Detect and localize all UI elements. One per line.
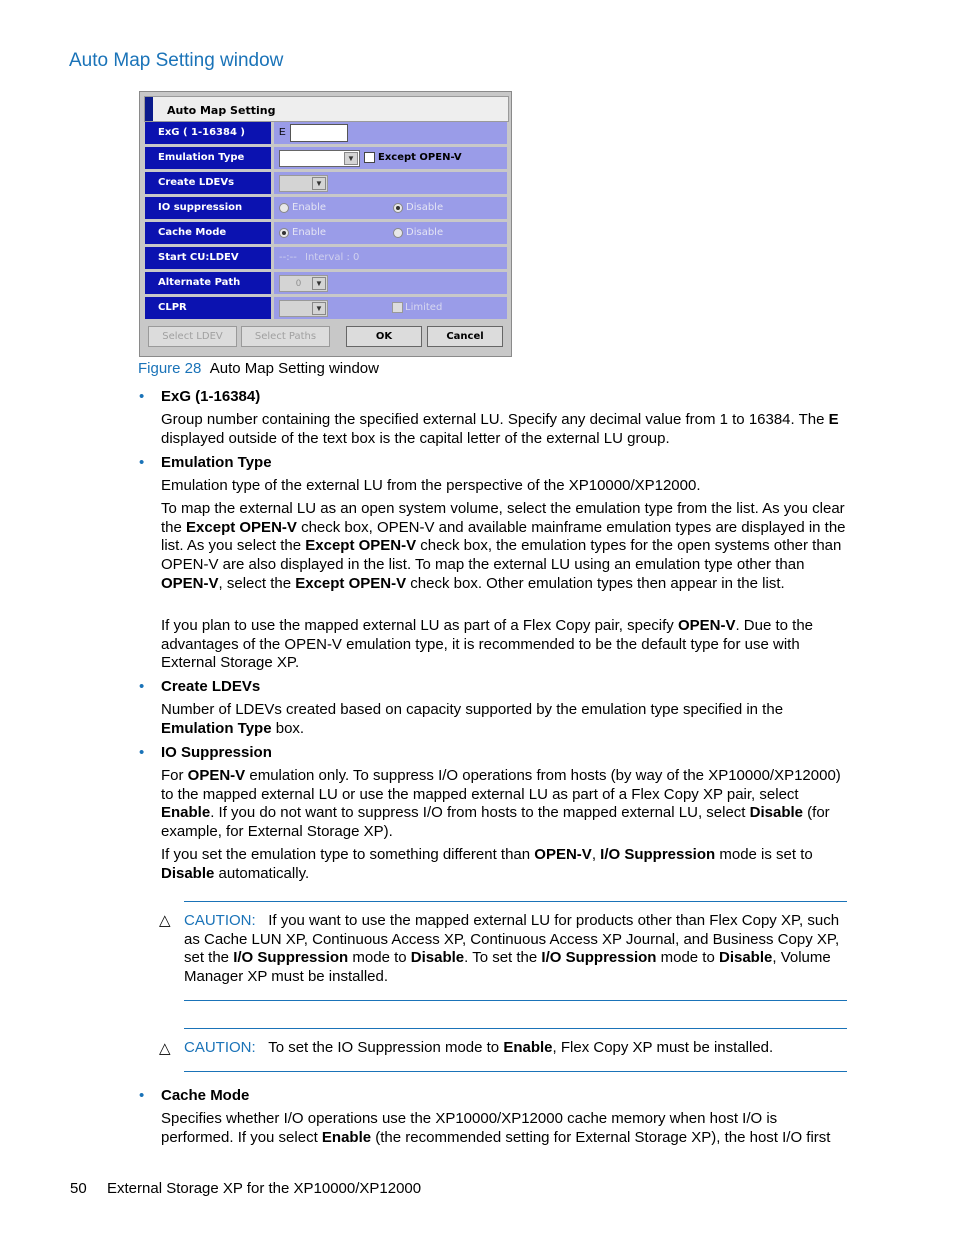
row-alternate-path — [145, 272, 507, 294]
chevron-down-icon[interactable]: ▼ — [312, 177, 326, 190]
emulation-type-select[interactable] — [279, 150, 360, 167]
page-number: 50 — [70, 1180, 87, 1197]
io-suppression-value-area — [274, 197, 507, 219]
cache-mode-paragraph: Specifies whether I/O operations use the XP10000/XP12000 cache memory when host I/O is performed. If you select Enable (the recommended setting for External Storage XP), the host I/O first — [161, 1110, 831, 1146]
start-cu-ldev-value: --:-- — [279, 252, 297, 263]
io-enable-radio[interactable] — [279, 203, 289, 213]
exg-description: Group number containing the specified external LU. Specify any decimal value from 1 to 16384. The E displayed outside of the text box is the capital letter of the external LU group. — [161, 411, 839, 447]
io-enable-label: Enable — [292, 202, 327, 213]
alternate-path-label: Alternate Path — [145, 272, 271, 294]
alternate-path-value-area — [274, 272, 507, 294]
cache-disable-radio[interactable] — [393, 228, 403, 238]
caution-note-1: CAUTION: If you want to use the mapped external LU for products other than Flex Copy XP, such as Cache LUN XP, Continuous Access XP, Continuous Access XP Journal, and Business Copy XP, set the I/O Suppression mode to Disable. To set the I/O Suppression mode to Disable, Volume Manager XP must be installed. — [184, 912, 840, 986]
window-title-bar — [144, 96, 509, 122]
select-ldev-button[interactable]: Select LDEV — [148, 326, 237, 347]
bullet-icon: • — [139, 744, 145, 761]
io-suppression-term: IO Suppression — [161, 744, 272, 761]
bullet-icon: • — [139, 388, 145, 405]
ok-button[interactable]: OK — [346, 326, 422, 347]
row-clpr — [145, 297, 507, 319]
create-ldevs-term: Create LDEVs — [161, 678, 261, 695]
caution-note-2: CAUTION: To set the IO Suppression mode to Enable, Flex Copy XP must be installed. — [184, 1039, 774, 1056]
clpr-select[interactable] — [279, 300, 328, 317]
io-suppression-label: IO suppression — [145, 197, 271, 219]
figure-caption — [138, 360, 379, 377]
clpr-value-area — [274, 297, 507, 319]
title-accent-bar — [145, 97, 153, 121]
exg-prefix: E — [279, 127, 286, 138]
cache-mode-term: Cache Mode — [161, 1087, 250, 1104]
emulation-type-paragraph-2: To map the external LU as an open system volume, select the emulation type from the list. As you clear the Except OPEN-V check box, OPEN-V and available mainframe emulation types are displayed in the list. As you select the Except OPEN-V check box, the emulation types for the open systems other than OPEN-V are also displayed in the list. To map the external LU using an emulation type other than OPEN-V, select the Except OPEN-V check box. Other emulation types then appear in the list. — [161, 500, 846, 592]
row-exg — [145, 122, 507, 144]
row-io-suppression — [145, 197, 507, 219]
create-ldevs-value-area — [274, 172, 507, 194]
caution-divider — [184, 901, 847, 902]
exg-label: ExG ( 1-16384 ) — [145, 122, 271, 144]
figure-caption-text: Auto Map Setting window — [209, 360, 379, 377]
chevron-down-icon[interactable]: ▼ — [312, 302, 326, 315]
limited-checkbox[interactable] — [392, 302, 403, 313]
caution-divider — [184, 1000, 847, 1001]
except-openv-checkbox[interactable] — [364, 152, 375, 163]
window-title: Auto Map Setting — [167, 104, 276, 117]
start-cu-ldev-value-area — [274, 247, 507, 269]
create-ldevs-label: Create LDEVs — [145, 172, 271, 194]
emulation-type-value-area — [274, 147, 507, 169]
clpr-label: CLPR — [145, 297, 271, 319]
chevron-down-icon[interactable]: ▼ — [312, 277, 326, 290]
caution-divider — [184, 1028, 847, 1029]
cache-mode-label: Cache Mode — [145, 222, 271, 244]
emulation-type-paragraph-3: If you plan to use the mapped external LU as part of a Flex Copy pair, specify OPEN-V. Due to the advantages of the OPEN-V emulation type, it is recommended to be the default type for use with External Storage XP. — [161, 617, 814, 672]
exg-input[interactable] — [290, 124, 348, 142]
io-suppression-paragraph-2: If you set the emulation type to something different than OPEN-V, I/O Suppression mode is set to Disable automatically. — [161, 846, 813, 882]
cache-enable-radio[interactable] — [279, 228, 289, 238]
bullet-icon: • — [139, 678, 145, 695]
row-start-cu-ldev — [145, 247, 507, 269]
except-openv-label: Except OPEN-V — [378, 152, 462, 163]
select-paths-button[interactable]: Select Paths — [241, 326, 330, 347]
footer-title: External Storage XP for the XP10000/XP12000 — [107, 1180, 422, 1197]
io-disable-label: Disable — [406, 202, 444, 213]
io-disable-radio[interactable] — [393, 203, 403, 213]
cache-mode-value-area — [274, 222, 507, 244]
emulation-type-paragraph-1: Emulation type of the external LU from the perspective of the XP10000/XP12000. — [161, 477, 701, 494]
row-emulation-type — [145, 147, 507, 169]
alternate-path-select[interactable] — [279, 275, 328, 292]
figure-number: Figure 28 — [138, 360, 202, 377]
emulation-type-term: Emulation Type — [161, 454, 272, 471]
create-ldevs-paragraph: Number of LDEVs created based on capacity supported by the emulation type specified in the Emulation Type box. — [161, 701, 784, 737]
interval-value: Interval : 0 — [305, 252, 360, 263]
alternate-path-value: 0 — [296, 278, 302, 288]
row-cache-mode — [145, 222, 507, 244]
row-create-ldevs — [145, 172, 507, 194]
limited-label: Limited — [405, 302, 443, 313]
cache-enable-label: Enable — [292, 227, 327, 238]
bullet-icon: • — [139, 1087, 145, 1104]
bullet-icon: • — [139, 454, 145, 471]
emulation-type-label: Emulation Type — [145, 147, 271, 169]
exg-value-area — [274, 122, 507, 144]
io-suppression-paragraph-1: For OPEN-V emulation only. To suppress I/O operations from hosts (by way of the XP10000/XP12000) to the mapped external LU or use the mapped external LU as part of a Flex Copy XP pair, select Enable. If you do not want to suppress I/O from hosts to the mapped external LU, select Disable (for example, for External Storage XP). — [161, 767, 841, 841]
auto-map-setting-window — [139, 91, 512, 357]
warning-triangle-icon: △ — [159, 1040, 171, 1057]
cache-disable-label: Disable — [406, 227, 444, 238]
start-cu-ldev-label: Start CU:LDEV — [145, 247, 271, 269]
cancel-button[interactable]: Cancel — [427, 326, 503, 347]
section-title: Auto Map Setting window — [69, 50, 284, 71]
warning-triangle-icon: △ — [159, 912, 171, 929]
caution-divider — [184, 1071, 847, 1072]
chevron-down-icon[interactable]: ▼ — [344, 152, 358, 165]
exg-term: ExG (1-16384) — [161, 388, 261, 405]
create-ldevs-select[interactable] — [279, 175, 328, 192]
